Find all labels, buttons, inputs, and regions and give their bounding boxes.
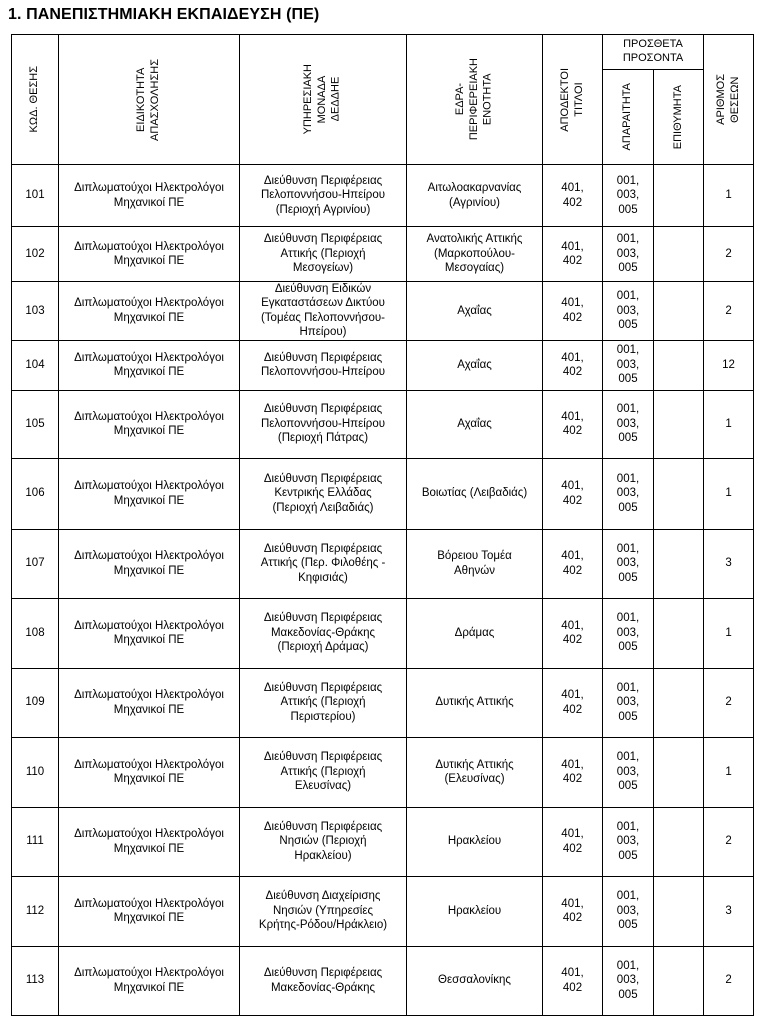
specialty-cell: Διπλωματούχοι Ηλεκτρολόγοι Μηχανικοί ΠΕ: [59, 165, 240, 227]
unit-cell: Διεύθυνση Περιφέρειας Αττικής (Περιοχή Ελευσίνας): [240, 737, 407, 807]
desired-cell: [654, 598, 704, 668]
region-cell: Ανατολικής Αττικής (Μαρκοπούλου- Μεσογαίας): [407, 227, 543, 282]
code-cell: 102: [12, 227, 59, 282]
code-cell: 107: [12, 529, 59, 598]
positions-cell: 2: [704, 227, 754, 282]
region-cell: Αχαΐας: [407, 340, 543, 390]
titles-cell: 401, 402: [543, 529, 603, 598]
unit-cell: Διεύθυνση Περιφέρειας Πελοποννήσου-Ηπείρου (Περιοχή Αγρινίου): [240, 165, 407, 227]
specialty-cell: Διπλωματούχοι Ηλεκτρολόγοι Μηχανικοί ΠΕ: [59, 668, 240, 737]
specialty-cell: Διπλωματούχοι Ηλεκτρολόγοι Μηχανικοί ΠΕ: [59, 876, 240, 946]
positions-cell: 1: [704, 390, 754, 458]
titles-cell: 401, 402: [543, 458, 603, 529]
specialty-cell: Διπλωματούχοι Ηλεκτρολόγοι Μηχανικοί ΠΕ: [59, 458, 240, 529]
table-row: [12, 340, 754, 390]
desired-cell: [654, 737, 704, 807]
table-row: [12, 390, 754, 458]
specialty-cell: Διπλωματούχοι Ηλεκτρολόγοι Μηχανικοί ΠΕ: [59, 227, 240, 282]
desired-cell: [654, 165, 704, 227]
titles-cell: 401, 402: [543, 165, 603, 227]
unit-cell: Διεύθυνση Περιφέρειας Πελοποννήσου-Ηπείρου (Περιοχή Πάτρας): [240, 390, 407, 458]
required-cell: 001, 003, 005: [603, 807, 654, 876]
code-cell: 109: [12, 668, 59, 737]
header-unit: ΥΠΗΡΕΣΙΑΚΗ ΜΟΝΑΔΑ ΔΕΔΔΗΕ: [240, 35, 407, 165]
titles-cell: 401, 402: [543, 227, 603, 282]
code-cell: 113: [12, 946, 59, 1015]
specialty-cell: Διπλωματούχοι Ηλεκτρολόγοι Μηχανικοί ΠΕ: [59, 807, 240, 876]
desired-cell: [654, 668, 704, 737]
specialty-cell: Διπλωματούχοι Ηλεκτρολόγοι Μηχανικοί ΠΕ: [59, 946, 240, 1015]
unit-cell: Διεύθυνση Περιφέρειας Κεντρικής Ελλάδας (Περιοχή Λειβαδιάς): [240, 458, 407, 529]
table-row: [12, 227, 754, 282]
desired-cell: [654, 282, 704, 341]
desired-cell: [654, 458, 704, 529]
header-specialty: ΕΙΔΙΚΟΤΗΤΑ ΑΠΑΣΧΟΛΗΣΗΣ: [59, 35, 240, 165]
table-row: [12, 598, 754, 668]
unit-cell: Διεύθυνση Περιφέρειας Αττικής (Περιοχή Μεσογείων): [240, 227, 407, 282]
table-row: [12, 946, 754, 1015]
positions-cell: 1: [704, 165, 754, 227]
desired-cell: [654, 807, 704, 876]
header-desired: ΕΠΙΘΥΜΗΤΑ: [654, 70, 704, 165]
table-row: [12, 876, 754, 946]
positions-cell: 2: [704, 668, 754, 737]
specialty-cell: Διπλωματούχοι Ηλεκτρολόγοι Μηχανικοί ΠΕ: [59, 737, 240, 807]
code-cell: 105: [12, 390, 59, 458]
table-row: [12, 668, 754, 737]
positions-cell: 2: [704, 946, 754, 1015]
region-cell: Δράμας: [407, 598, 543, 668]
titles-cell: 401, 402: [543, 340, 603, 390]
code-cell: 111: [12, 807, 59, 876]
unit-cell: Διεύθυνση Περιφέρειας Μακεδονίας-Θράκης: [240, 946, 407, 1015]
positions-cell: 3: [704, 876, 754, 946]
required-cell: 001, 003, 005: [603, 227, 654, 282]
positions-cell: 1: [704, 458, 754, 529]
required-cell: 001, 003, 005: [603, 340, 654, 390]
header-code: ΚΩΔ. ΘΕΣΗΣ: [12, 35, 59, 165]
titles-cell: 401, 402: [543, 668, 603, 737]
unit-cell: Διεύθυνση Περιφέρειας Αττικής (Περιοχή Περιστερίου): [240, 668, 407, 737]
titles-cell: 401, 402: [543, 390, 603, 458]
specialty-cell: Διπλωματούχοι Ηλεκτρολόγοι Μηχανικοί ΠΕ: [59, 529, 240, 598]
table-row: [12, 282, 754, 341]
specialty-cell: Διπλωματούχοι Ηλεκτρολόγοι Μηχανικοί ΠΕ: [59, 390, 240, 458]
specialty-cell: Διπλωματούχοι Ηλεκτρολόγοι Μηχανικοί ΠΕ: [59, 340, 240, 390]
region-cell: Δυτικής Αττικής: [407, 668, 543, 737]
titles-cell: 401, 402: [543, 598, 603, 668]
region-cell: Αιτωλοακαρνανίας (Αγρινίου): [407, 165, 543, 227]
desired-cell: [654, 390, 704, 458]
header-region: ΕΔΡΑ- ΠΕΡΙΦΕΡΕΙΑΚΗ ΕΝΟΤΗΤΑ: [407, 35, 543, 165]
required-cell: 001, 003, 005: [603, 668, 654, 737]
required-cell: 001, 003, 005: [603, 165, 654, 227]
code-cell: 101: [12, 165, 59, 227]
required-cell: 001, 003, 005: [603, 737, 654, 807]
titles-cell: 401, 402: [543, 737, 603, 807]
table-row: [12, 165, 754, 227]
table-row: [12, 529, 754, 598]
region-cell: Θεσσαλονίκης: [407, 946, 543, 1015]
region-cell: Αχαΐας: [407, 390, 543, 458]
unit-cell: Διεύθυνση Περιφέρειας Μακεδονίας-Θράκης (Περιοχή Δράμας): [240, 598, 407, 668]
titles-cell: 401, 402: [543, 282, 603, 341]
region-cell: Αχαΐας: [407, 282, 543, 341]
positions-cell: 12: [704, 340, 754, 390]
titles-cell: 401, 402: [543, 876, 603, 946]
positions-cell: 3: [704, 529, 754, 598]
specialty-cell: Διπλωματούχοι Ηλεκτρολόγοι Μηχανικοί ΠΕ: [59, 282, 240, 341]
code-cell: 110: [12, 737, 59, 807]
unit-cell: Διεύθυνση Περιφέρειας Νησιών (Περιοχή Ηρακλείου): [240, 807, 407, 876]
titles-cell: 401, 402: [543, 946, 603, 1015]
positions-cell: 1: [704, 737, 754, 807]
required-cell: 001, 003, 005: [603, 529, 654, 598]
unit-cell: Διεύθυνση Περιφέρειας Πελοποννήσου-Ηπείρου: [240, 340, 407, 390]
code-cell: 106: [12, 458, 59, 529]
code-cell: 112: [12, 876, 59, 946]
desired-cell: [654, 876, 704, 946]
page-title: 1. ΠΑΝΕΠΙΣΤΗΜΙΑΚΗ ΕΚΠΑΙΔΕΥΣΗ (ΠΕ): [8, 6, 320, 23]
required-cell: 001, 003, 005: [603, 282, 654, 341]
unit-cell: Διεύθυνση Ειδικών Εγκαταστάσεων Δικτύου (Τομέας Πελοποννήσου- Ηπείρου): [240, 282, 407, 341]
required-cell: 001, 003, 005: [603, 458, 654, 529]
code-cell: 103: [12, 282, 59, 341]
desired-cell: [654, 227, 704, 282]
titles-cell: 401, 402: [543, 807, 603, 876]
desired-cell: [654, 340, 704, 390]
code-cell: 108: [12, 598, 59, 668]
unit-cell: Διεύθυνση Περιφέρειας Αττικής (Περ. Φιλοθέης - Κηφισιάς): [240, 529, 407, 598]
positions-table: [11, 34, 754, 1016]
required-cell: 001, 003, 005: [603, 876, 654, 946]
region-cell: Δυτικής Αττικής (Ελευσίνας): [407, 737, 543, 807]
region-cell: Βόρειου Τομέα Αθηνών: [407, 529, 543, 598]
desired-cell: [654, 946, 704, 1015]
table-body: [12, 165, 754, 1016]
desired-cell: [654, 529, 704, 598]
required-cell: 001, 003, 005: [603, 598, 654, 668]
specialty-cell: Διπλωματούχοι Ηλεκτρολόγοι Μηχανικοί ΠΕ: [59, 598, 240, 668]
header-extra-qualifications: ΠΡΟΣΘΕΤΑ ΠΡΟΣΟΝΤΑ: [603, 35, 704, 70]
header-row: [12, 35, 754, 70]
unit-cell: Διεύθυνση Διαχείρισης Νησιών (Υπηρεσίες Κρήτης-Ρόδου/Ηράκλειο): [240, 876, 407, 946]
header-required: ΑΠΑΡΑΙΤΗΤΑ: [603, 70, 654, 165]
table-row: [12, 458, 754, 529]
positions-cell: 1: [704, 598, 754, 668]
region-cell: Ηρακλείου: [407, 876, 543, 946]
header-positions: ΑΡΙΘΜΟΣ ΘΕΣΕΩΝ: [704, 35, 754, 165]
positions-cell: 2: [704, 282, 754, 341]
region-cell: Βοιωτίας (Λειβαδιάς): [407, 458, 543, 529]
code-cell: 104: [12, 340, 59, 390]
table-row: [12, 807, 754, 876]
required-cell: 001, 003, 005: [603, 946, 654, 1015]
header-titles: ΑΠΟΔΕΚΤΟΙ ΤΙΤΛΟΙ: [543, 35, 603, 165]
table-row: [12, 737, 754, 807]
positions-cell: 2: [704, 807, 754, 876]
region-cell: Ηρακλείου: [407, 807, 543, 876]
required-cell: 001, 003, 005: [603, 390, 654, 458]
